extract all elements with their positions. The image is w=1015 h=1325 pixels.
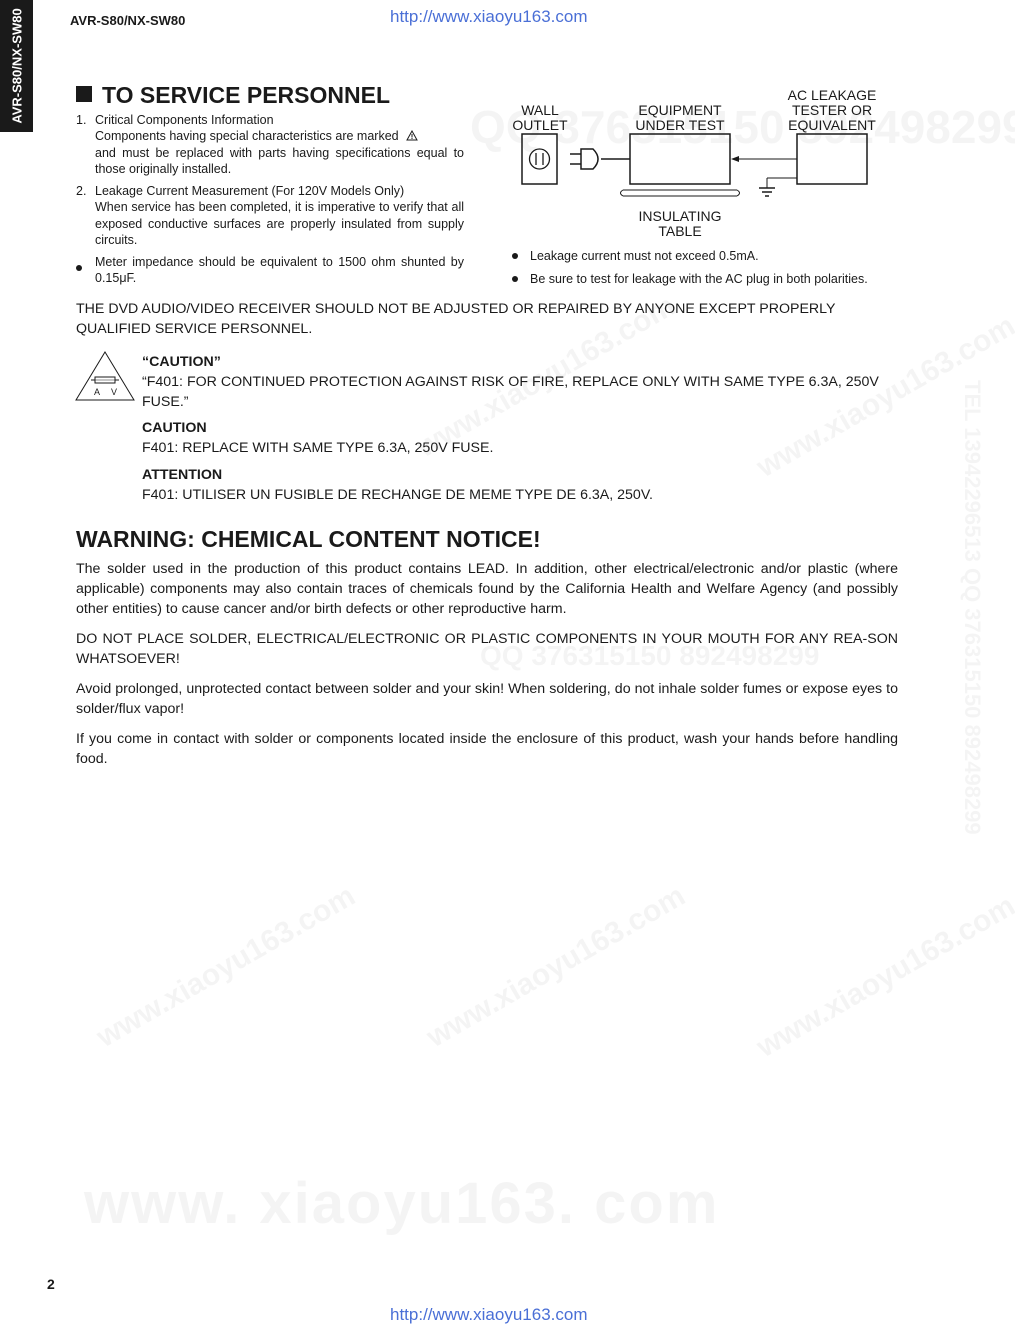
leakage-diagram [515,130,875,212]
chemical-paragraph-3: Avoid prolonged, unprotected contact between solder and your skin! When soldering, do not inhale solder fumes or expose eyes to solder/flux vapor! [76,681,898,717]
item-number: 1. [76,113,87,127]
bullet-text: Meter impedance should be equivalent to 1500 ohm shunted by 0.15μF. [95,255,464,286]
attention-text: F401: UTILISER UN FUSIBLE DE RECHANGE DE MEME TYPE DE 6.3A, 250V. [142,487,653,503]
service-title [76,82,390,109]
tester-label: AC LEAKAGE TESTER OR EQUIVALENT [787,87,877,133]
symbol-label-a: A [94,387,101,397]
bullet-icon [76,259,82,275]
model-header: AVR-S80/NX-SW80 [70,13,186,28]
item-number: 2. [76,184,87,198]
item-heading: Critical Components Information [95,113,274,127]
watermark-diag-3 [751,889,1015,1065]
chemical-paragraph-1: The solder used in the production of this product contains LEAD. In addition, other electrical/electronic and/or plastic (where applicable) components may also contain traces of chemicals found by the California Health and Welfare Agency (and possibly other entities) to cause cancer and/or birth defects or other reproductive harm. [76,561,898,617]
watermark-diag-4 [421,879,691,1055]
service-title-text: TO SERVICE PERSONNEL [102,82,390,108]
chemical-paragraph-4: If you come in contact with solder or components located inside the enclosure of this product, wash your hands before handling food. [76,731,898,767]
item-text: When service has been completed, it is imperative to verify that all exposed conductive surfaces are properly insulated from supply circuits. [95,200,464,247]
diagram-bullet-1 [512,248,912,264]
bullet-text: Be sure to test for leakage with the AC plug in both polarities. [530,272,868,286]
caution-quoted-text: “F401: FOR CONTINUED PROTECTION AGAINST RISK OF FIRE, REPLACE ONLY WITH SAME TYPE 6.3A, 250V FUSE.” [142,374,879,410]
service-bullet-meter [76,254,464,287]
wall-outlet-label: WALL OUTLET [512,102,568,133]
bullet-text: Leakage current must not exceed 0.5mA. [530,249,759,263]
equipment-label: EQUIPMENT UNDER TEST [635,102,725,133]
tester-box [797,134,867,184]
attention-title: ATTENTION [142,467,223,483]
caution-quoted-title: “CAUTION” [142,354,221,370]
plug-icon [570,149,630,169]
service-item-2 [76,183,464,248]
item-line [95,128,464,144]
side-tab-label: AVR-S80/NX-SW80 [9,8,24,124]
bullet-icon [512,253,518,259]
item-text: and must be replaced with parts having specifications equal to those originally installed. [95,145,464,176]
url-bottom-link[interactable]: http://www.xiaoyu163.com [390,1305,588,1324]
insulating-table [621,190,740,196]
watermark-side [959,380,985,835]
chemical-paragraph-2: DO NOT PLACE SOLDER, ELECTRICAL/ELECTRONIC OR PLASTIC COMPONENTS IN YOUR MOUTH FOR ANY REA-SON WHATSOEVER! [76,631,898,667]
service-notice: THE DVD AUDIO/VIDEO RECEIVER SHOULD NOT BE ADJUSTED OR REPAIRED BY ANYONE EXCEPT PROPERLY QUALIFIED SERVICE PERSONNEL. [76,301,836,337]
equipment-box [630,134,730,184]
item-heading: Leakage Current Measurement (For 120V Models Only) [95,184,405,198]
warning-triangle-icon [406,130,418,141]
ground-icon [759,178,797,196]
side-tab [0,0,33,132]
caution-text: F401: REPLACE WITH SAME TYPE 6.3A, 250V FUSE. [142,440,494,456]
page-number: 2 [47,1276,55,1292]
caution-title: CAUTION [142,420,207,436]
square-bullet-icon [76,86,92,102]
watermark-big [84,1170,719,1237]
symbol-label-v: V [111,387,118,397]
item-text: Components having special characteristics are marked [95,129,399,144]
insulating-table-label: INSULATING TABLE [638,208,722,239]
outlet-socket-icon [530,149,550,169]
watermark-diag-5 [91,879,361,1055]
wall-outlet-box [522,134,557,184]
fuse-caution-icon [74,350,136,402]
bullet-icon [512,276,518,282]
url-top-link[interactable]: http://www.xiaoyu163.com [390,7,588,26]
chemical-title: WARNING: CHEMICAL CONTENT NOTICE! [76,526,541,552]
diagram-bullet-2 [512,271,912,287]
service-item-1 [76,112,464,177]
